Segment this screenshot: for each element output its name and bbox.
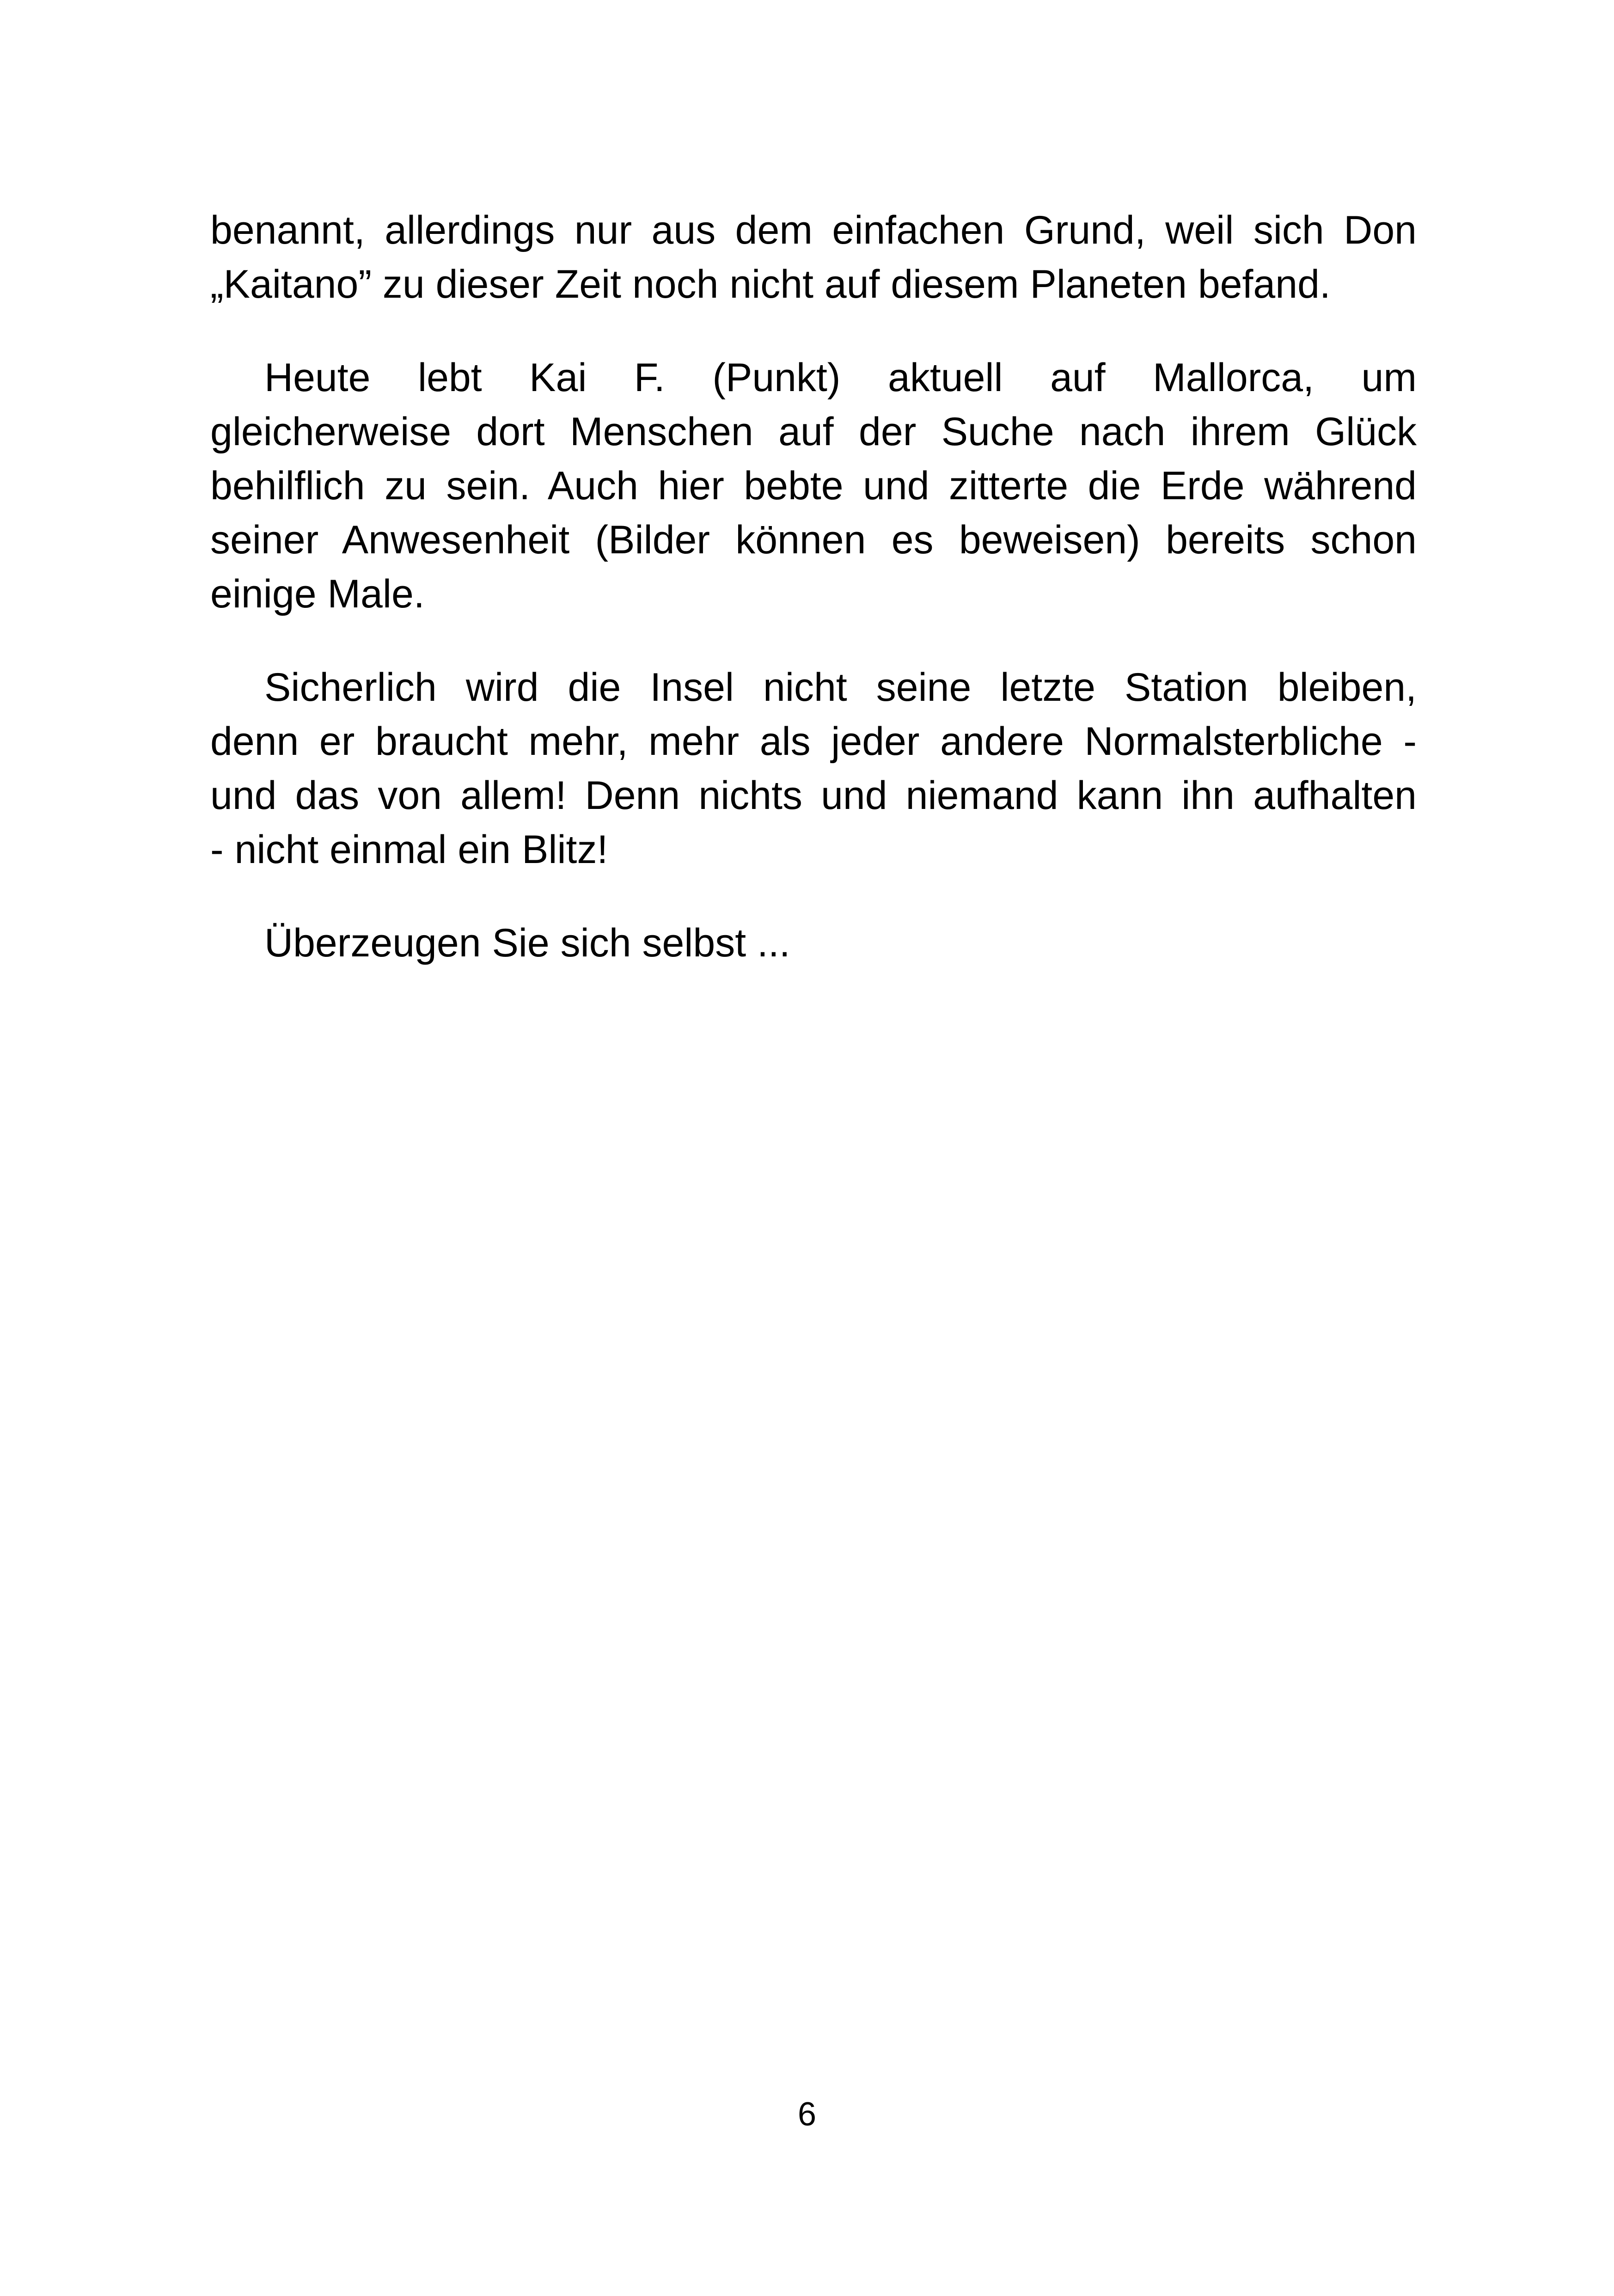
text-line: Sicherlich wird die Insel nicht seine letzte Station bleiben, xyxy=(264,665,1417,710)
paragraph-3 xyxy=(210,661,1417,877)
paragraph-1 xyxy=(210,203,1417,312)
text-line: - nicht einmal ein Blitz! xyxy=(210,827,608,872)
text-line: gleicherweise dort Menschen auf der Suche nach ihrem Glück xyxy=(210,410,1417,454)
text-line: Heute lebt Kai F. (Punkt) aktuell auf Mallorca, um xyxy=(264,355,1417,400)
text-line: Überzeugen Sie sich selbst ... xyxy=(264,921,790,965)
text-line: denn er braucht mehr, mehr als jeder andere Normalsterbliche - xyxy=(210,719,1417,764)
text-line: „Kaitano” zu dieser Zeit noch nicht auf diesem Planeten befand. xyxy=(210,262,1331,306)
text-line: und das von allem! Denn nichts und niemand kann ihn aufhalten xyxy=(210,773,1417,818)
text-line: benannt, allerdings nur aus dem einfachen Grund, weil sich Don xyxy=(210,208,1417,252)
body-text xyxy=(210,203,1417,1010)
text-line: behilflich zu sein. Auch hier bebte und zitterte die Erde während xyxy=(210,464,1417,508)
paragraph-2 xyxy=(210,351,1417,621)
text-line: einige Male. xyxy=(210,572,425,616)
page-number: 6 xyxy=(797,2096,817,2133)
paragraph-4 xyxy=(210,916,1417,970)
text-line: seiner Anwesenheit (Bilder können es beweisen) bereits schon xyxy=(210,518,1417,562)
